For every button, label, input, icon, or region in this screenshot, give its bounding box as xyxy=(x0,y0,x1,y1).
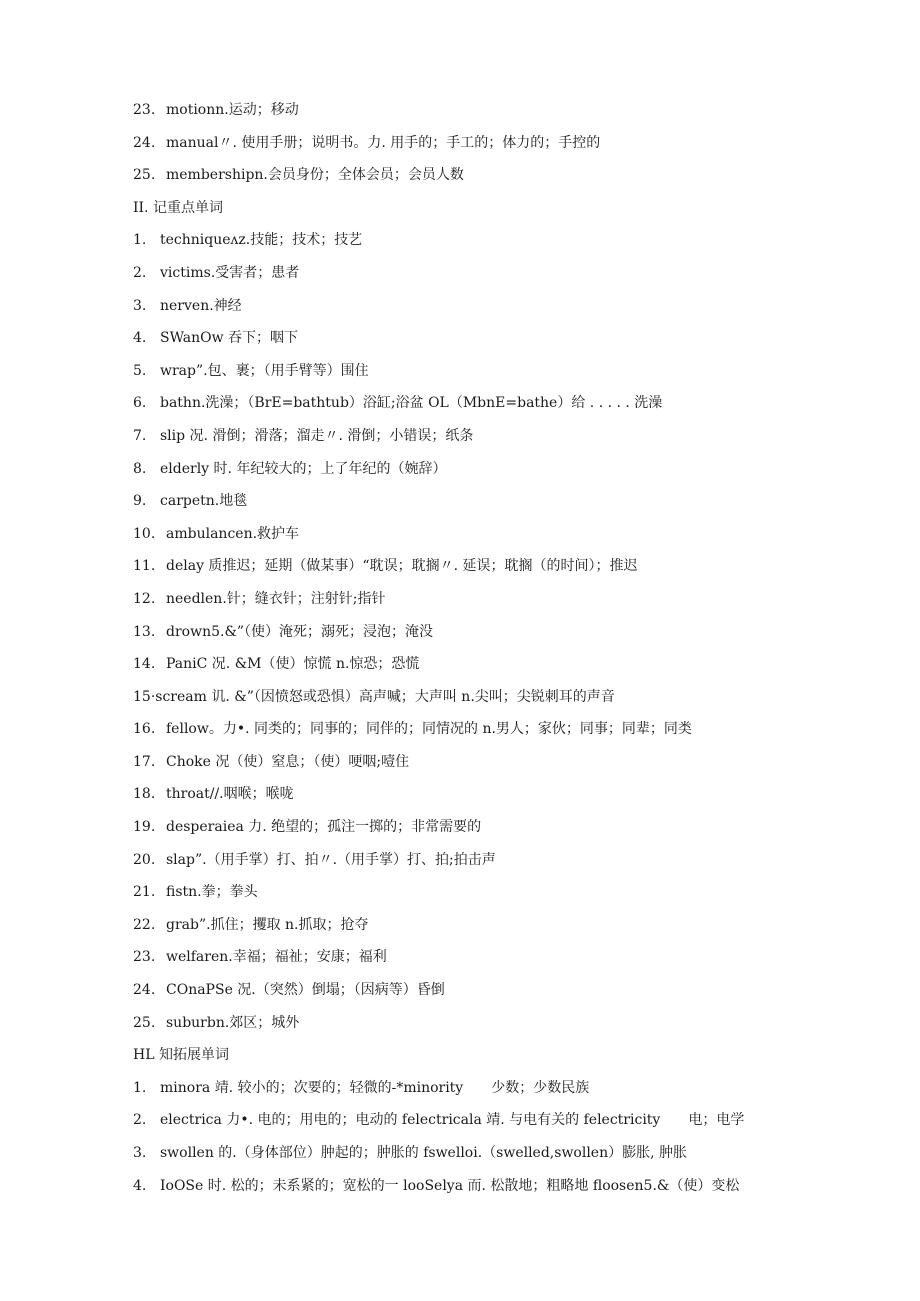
item-text: suburbn.郊区；城外 xyxy=(166,1014,300,1031)
item-number: 23. xyxy=(133,949,156,966)
vocab-item xyxy=(0,387,920,420)
section-title: II. 记重点单词 xyxy=(133,199,223,216)
item-text: membershipn.会员身份；全体会员；会员人数 xyxy=(166,167,464,184)
vocab-item xyxy=(0,811,920,844)
item-text: throat//.咽喉；喉咙 xyxy=(166,786,294,803)
vocab-item xyxy=(0,1137,920,1170)
item-number: 1. xyxy=(133,1079,147,1096)
vocab-item xyxy=(0,746,920,779)
item-number: 4. xyxy=(133,1177,147,1194)
item-text: carpetn.地毯 xyxy=(160,493,248,510)
item-number: 6. xyxy=(133,395,147,412)
item-text: drown5.&”（使）淹死；溺死；浸泡；淹没 xyxy=(166,623,434,640)
item-text: nerven.神经 xyxy=(160,297,242,314)
item-number: 12. xyxy=(133,590,156,607)
vocab-item xyxy=(0,681,920,714)
item-number: 10. xyxy=(133,525,156,542)
item-number: 22. xyxy=(133,916,156,933)
vocab-item xyxy=(0,518,920,551)
item-number: 24. xyxy=(133,134,156,151)
item-text: needlen.针；缝衣针；注射针;指针 xyxy=(166,590,386,607)
item-text: wrap”.包、裹；（用手臂等）围住 xyxy=(160,362,369,379)
vocab-item xyxy=(0,1104,920,1137)
item-number: 17. xyxy=(133,753,156,770)
vocab-item xyxy=(0,1072,920,1105)
section-title: HL 知拓展单词 xyxy=(133,1047,229,1064)
item-number: 3. xyxy=(133,297,147,314)
item-number: 24. xyxy=(133,982,156,999)
vocab-item xyxy=(0,909,920,942)
item-text: slap”.（用手掌）打、拍〃.（用手掌）打、拍;拍击声 xyxy=(166,851,496,868)
vocab-item xyxy=(0,1170,920,1203)
item-number: 5. xyxy=(133,362,147,379)
item-text: swollen 的.（身体部位）肿起的；肿胀的 fswelloi.（swelled,swollen）膨胀, 肿胀 xyxy=(160,1145,688,1161)
vocab-item xyxy=(0,550,920,583)
item-text: desperaiea 力. 绝望的；孤注一掷的；非常需要的 xyxy=(166,819,482,836)
vocab-item xyxy=(0,648,920,681)
item-number: 23. xyxy=(133,102,156,118)
item-text: delay 质推迟；延期（做某事）“耽误；耽搁〃. 延误；耽搁（的时间）；推迟 xyxy=(166,558,638,575)
item-number: 19. xyxy=(133,819,156,836)
vocab-item xyxy=(0,94,920,127)
document-page xyxy=(0,94,920,1202)
item-text: fistn.拳；拳头 xyxy=(166,884,258,901)
item-number: 25. xyxy=(133,167,156,184)
item-text: minora 靖. 较小的；次要的；轻微的-*minority 少数；少数民族 xyxy=(160,1079,590,1096)
vocab-item xyxy=(0,876,920,909)
item-text: 15·scream 讥. &”（因愤怒或恐惧）高声喊；大声叫 n.尖叫；尖锐刺耳的声音 xyxy=(133,688,615,705)
vocab-item xyxy=(0,974,920,1007)
vocab-item xyxy=(0,420,920,453)
item-number: 18. xyxy=(133,786,156,803)
item-number: 13. xyxy=(133,623,156,640)
vocab-item xyxy=(0,224,920,257)
item-number: 1. xyxy=(133,232,147,249)
item-text: ambulancen.救护车 xyxy=(166,525,300,542)
vocab-item xyxy=(0,322,920,355)
item-number: 25. xyxy=(133,1014,156,1031)
item-text: bathn.洗澡；（BrE=bathtub）浴缸;浴盆 OL（MbnE=bathe）给 . . . . . 洗澡 xyxy=(160,395,663,412)
vocab-item xyxy=(0,485,920,518)
vocab-item xyxy=(0,453,920,486)
item-number: 21. xyxy=(133,884,156,901)
item-number: 8. xyxy=(133,460,147,477)
item-number: 9. xyxy=(133,493,147,510)
item-number: 11. xyxy=(133,558,156,575)
vocab-item xyxy=(0,257,920,290)
section-heading xyxy=(0,1039,920,1072)
item-text: electrica 力•. 电的；用电的；电动的 felectricala 靖. 与电有关的 felectricity 电；电学 xyxy=(160,1112,745,1129)
item-text: fellow。力•. 同类的；同事的；同伴的；同情况的 n.男人；家伙；同事；同辈；同类 xyxy=(166,721,692,738)
item-number: 16. xyxy=(133,721,156,738)
vocab-item xyxy=(0,127,920,160)
item-number: 2. xyxy=(133,1112,147,1129)
item-number: 14. xyxy=(133,656,156,673)
vocab-item xyxy=(0,583,920,616)
vocab-item xyxy=(0,159,920,192)
item-number: 20. xyxy=(133,851,156,868)
item-number: 4. xyxy=(133,330,147,347)
item-text: slip 况. 滑倒；滑落；溜走〃. 滑倒；小错误；纸条 xyxy=(160,427,474,444)
vocab-item xyxy=(0,778,920,811)
vocab-item xyxy=(0,713,920,746)
item-text: SWanOw 吞下；咽下 xyxy=(160,330,299,347)
item-number: 2. xyxy=(133,264,147,281)
item-text: victims.受害者；患者 xyxy=(160,264,300,281)
section-heading xyxy=(0,192,920,225)
vocab-item xyxy=(0,1007,920,1040)
item-text: techniqueʌz.技能；技术；技艺 xyxy=(160,232,363,249)
vocab-item xyxy=(0,290,920,323)
item-text: IoOSe 时. 松的；未系紧的；宽松的一 looSelya 而. 松散地；粗略地 floosen5.&（使）变松 xyxy=(160,1177,740,1194)
item-text: COnaPSe 况.（突然）倒塌；（因病等）昏倒 xyxy=(166,982,445,999)
item-text: PaniC 况. &M（使）惊慌 n.惊恐；恐慌 xyxy=(166,656,420,673)
item-text: elderly 时. 年纪较大的；上了年纪的（婉辞） xyxy=(160,460,447,477)
item-text: welfaren.幸福；福祉；安康；福利 xyxy=(166,949,387,966)
item-text: manual〃. 使用手册；说明书。力. 用手的；手工的；体力的；手控的 xyxy=(166,134,601,151)
vocab-item xyxy=(0,616,920,649)
vocab-item xyxy=(0,941,920,974)
item-text: Choke 况（使）窒息；（使）哽咽;噎住 xyxy=(166,753,410,770)
vocab-item xyxy=(0,844,920,877)
item-number: 7. xyxy=(133,427,147,444)
item-number: 3. xyxy=(133,1145,147,1161)
item-text: grab”.抓住；攫取 n.抓取；抢夺 xyxy=(166,916,369,933)
vocab-item xyxy=(0,355,920,388)
item-text: motionn.运动；移动 xyxy=(166,102,299,118)
